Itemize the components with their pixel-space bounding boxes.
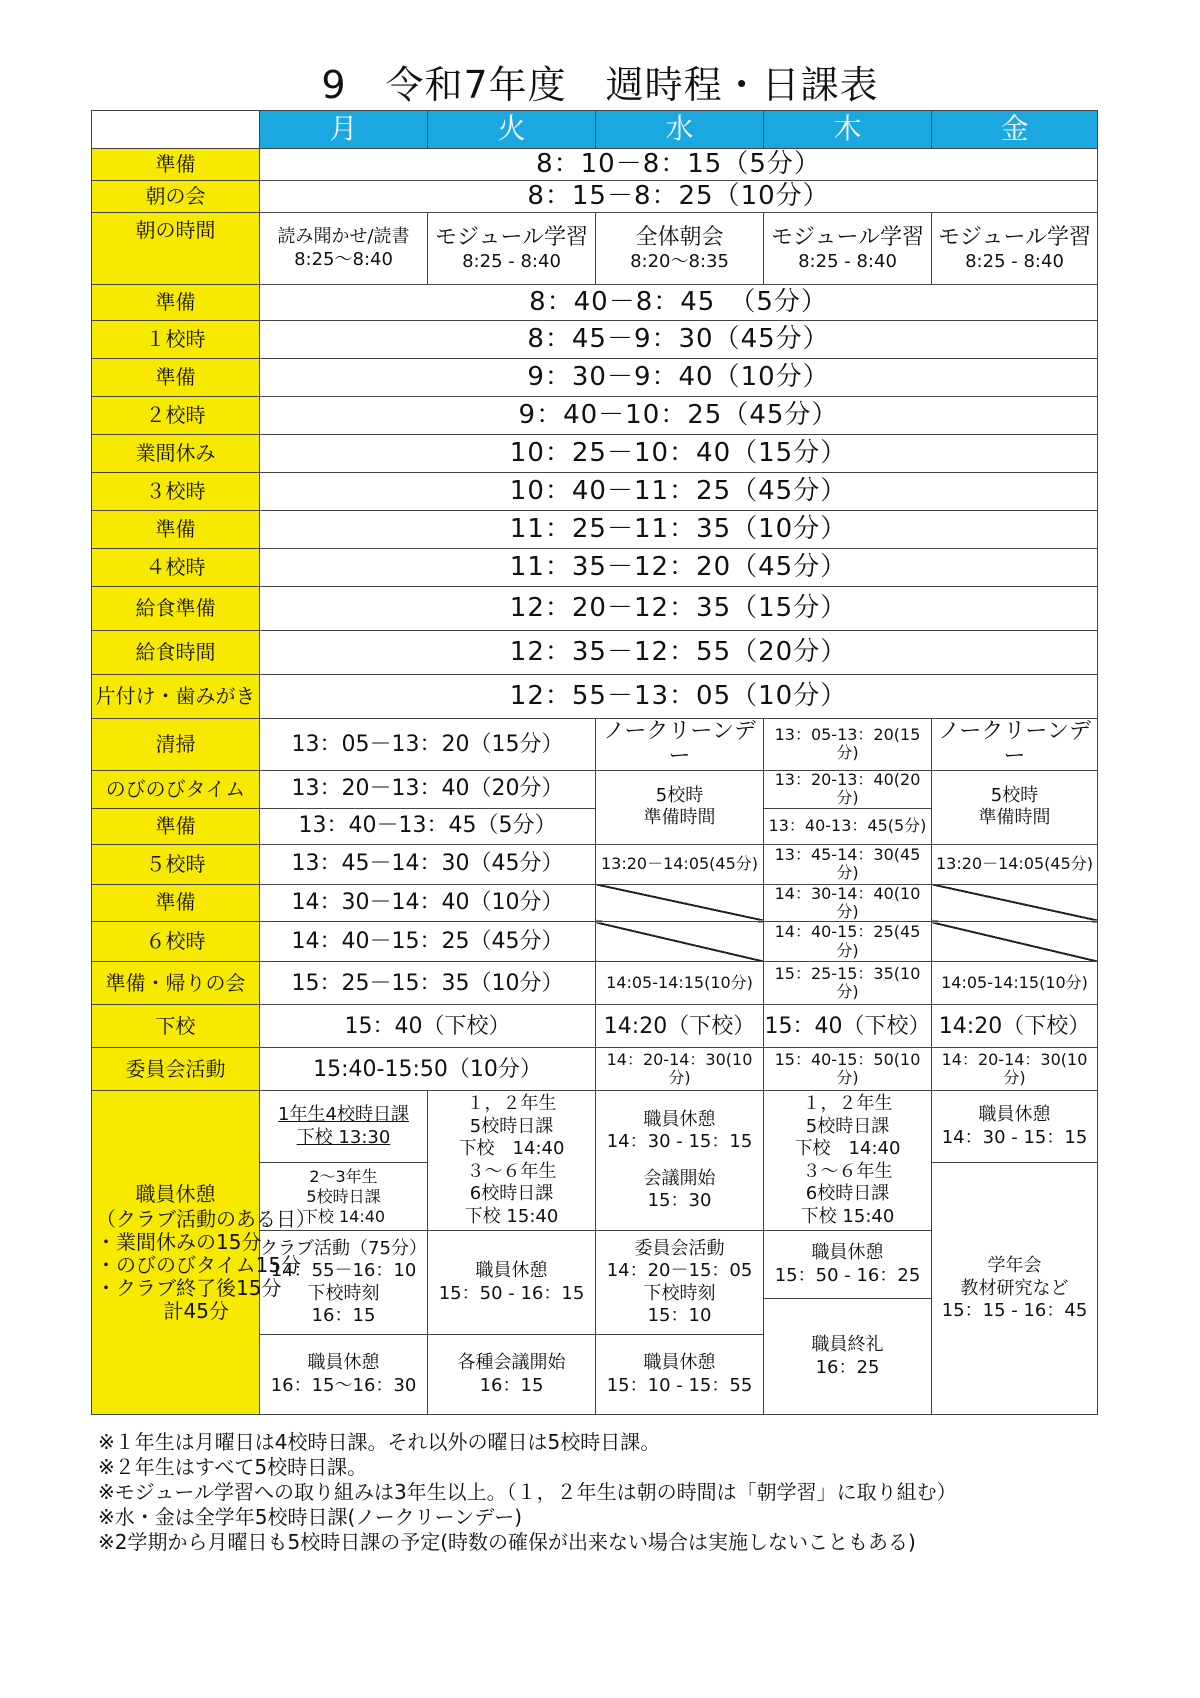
empty-slash-cell	[932, 884, 1098, 922]
time-cell: 10：25－10：40（15分）	[260, 435, 1098, 473]
row-label: ３校時	[92, 473, 260, 511]
staff-thu-3: 職員終礼 16：25	[764, 1299, 932, 1415]
time-cell: 全体朝会 8:20～8:35	[596, 213, 764, 285]
row-label: ４校時	[92, 549, 260, 587]
table-row	[92, 770, 1098, 808]
table-row	[92, 1005, 1098, 1048]
time-cell: 読み聞かせ/読書 8:25～8:40	[260, 213, 428, 285]
time-cell: 12：20－12：35（15分）	[260, 587, 1098, 631]
table-row	[92, 719, 1098, 771]
staff-tue-1: １，２年生 5校時日課 下校 14:40 ３～６年生 6校時日課 下校 15:40	[428, 1091, 596, 1231]
time-cell: 12：55－13：05（10分）	[260, 675, 1098, 719]
time-cell: 9：30－9：40（10分）	[260, 359, 1098, 397]
table-row	[92, 844, 1098, 884]
time-cell: モジュール学習 8:25 - 8:40	[764, 213, 932, 285]
table-row	[92, 181, 1098, 213]
time-cell: 14：40－15：25（45分）	[260, 922, 596, 962]
time-cell: ノークリーンデー	[932, 719, 1098, 771]
staff-fri-2: 学年会 教材研究など 15：15 - 16：45	[932, 1163, 1098, 1415]
staff-thu-2: 職員休憩 15：50 - 16：25	[764, 1231, 932, 1299]
day-wed: 水	[596, 111, 764, 149]
row-label: 準備	[92, 511, 260, 549]
note-line: ※２年生はすべて5校時日課。	[98, 1455, 368, 1479]
table-row	[92, 397, 1098, 435]
empty-slash-cell	[596, 884, 764, 922]
row-label: １校時	[92, 321, 260, 359]
row-label: 朝の会	[92, 181, 260, 213]
table-row	[92, 962, 1098, 1005]
time-cell: 13：45－14：30（45分）	[260, 844, 596, 884]
time-cell: 14：20-14：30(10分)	[932, 1048, 1098, 1091]
row-label: ６校時	[92, 922, 260, 962]
staff-mon-3: クラブ活動（75分） 14：55－16：10 下校時刻 16：15	[260, 1231, 428, 1335]
time-cell: モジュール学習 8:25 - 8:40	[932, 213, 1098, 285]
staff-fri-1: 職員休憩 14：30 - 15：15	[932, 1091, 1098, 1163]
header-corner	[92, 111, 260, 149]
time-cell: 15：40（下校）	[260, 1005, 596, 1048]
note-line: ※2学期から月曜日も5校時日課の予定(時数の確保が出来ない場合は実施しないこともある)	[98, 1530, 916, 1554]
time-cell: 13：45-14：30(45分)	[764, 844, 932, 884]
table-row	[92, 511, 1098, 549]
staff-row	[92, 1091, 1098, 1127]
table-row	[92, 884, 1098, 922]
table-row	[92, 213, 1098, 285]
time-cell: 13:20－14:05(45分)	[596, 844, 764, 884]
row-label: 準備	[92, 884, 260, 922]
time-cell: 13:20－14:05(45分)	[932, 844, 1098, 884]
table-row	[92, 435, 1098, 473]
time-cell: 12：35－12：55（20分）	[260, 631, 1098, 675]
time-cell: 13：20-13：40(20分)	[764, 770, 932, 808]
staff-mon-2: 2～3年生 5校時日課 下校 14:40	[260, 1163, 428, 1231]
row-label: 委員会活動	[92, 1048, 260, 1091]
empty-slash-cell	[596, 922, 764, 962]
row-label: 準備	[92, 808, 260, 844]
row-label: 準備・帰りの会	[92, 962, 260, 1005]
time-cell: 10：40－11：25（45分）	[260, 473, 1098, 511]
time-cell: 5校時 準備時間	[932, 770, 1098, 844]
time-cell: 14：20-14：30(10分)	[596, 1048, 764, 1091]
row-label: 朝の時間	[92, 213, 260, 285]
table-row	[92, 922, 1098, 962]
time-cell: 5校時 準備時間	[596, 770, 764, 844]
time-cell: 14：40-15：25(45分)	[764, 922, 932, 962]
day-thu: 木	[764, 111, 932, 149]
time-cell: 9：40－10：25（45分）	[260, 397, 1098, 435]
table-row	[92, 285, 1098, 321]
time-cell: 13：05-13：20(15分)	[764, 719, 932, 771]
time-cell: 11：35－12：20（45分）	[260, 549, 1098, 587]
time-cell: 8：45－9：30（45分）	[260, 321, 1098, 359]
row-label: 業間休み	[92, 435, 260, 473]
staff-wed-2: 委員会活動 14：20－15：05 下校時刻 15：10	[596, 1231, 764, 1335]
time-cell: 8：40－8：45 （5分）	[260, 285, 1098, 321]
note-line: ※モジュール学習への取り組みは3年生以上。（１，２年生は朝の時間は「朝学習」に取り組む）	[98, 1480, 957, 1504]
time-cell: 8：10－8：15（5分）	[260, 149, 1098, 181]
time-cell: 13：05－13：20（15分）	[260, 719, 596, 771]
table-row	[92, 675, 1098, 719]
day-fri: 金	[932, 111, 1098, 149]
schedule-table	[91, 110, 1098, 1415]
note-line: ※水・金は全学年5校時日課(ノークリーンデー)	[98, 1505, 523, 1529]
day-tue: 火	[428, 111, 596, 149]
time-cell: 14:05-14:15(10分)	[596, 962, 764, 1005]
time-cell: 15：40-15：50(10分)	[764, 1048, 932, 1091]
table-row	[92, 549, 1098, 587]
staff-wed-3: 職員休憩 15：10 - 15：55	[596, 1335, 764, 1415]
time-cell: 13：40-13：45(5分)	[764, 808, 932, 844]
staff-mon-4: 職員休憩 16：15～16：30	[260, 1335, 428, 1415]
table-row	[92, 359, 1098, 397]
day-mon: 月	[260, 111, 428, 149]
time-cell: モジュール学習 8:25 - 8:40	[428, 213, 596, 285]
table-row	[92, 473, 1098, 511]
time-cell: 14：30－14：40（10分）	[260, 884, 596, 922]
time-cell: 14:20（下校）	[596, 1005, 764, 1048]
row-label: 準備	[92, 359, 260, 397]
time-cell: 15:40-15:50（10分）	[260, 1048, 596, 1091]
staff-label: 職員休憩 （クラブ活動のある日） ・業間休みの15分 ・のびのびタイム15分 ・クラブ終了後15分 計45分	[92, 1091, 260, 1415]
empty-slash-cell	[932, 922, 1098, 962]
table-row	[92, 587, 1098, 631]
time-cell: ノークリーンデー	[596, 719, 764, 771]
table-row	[92, 631, 1098, 675]
note-line: ※１年生は月曜日は4校時日課。それ以外の曜日は5校時日課。	[98, 1430, 661, 1454]
row-label: 準備	[92, 149, 260, 181]
time-cell: 13：40－13：45（5分）	[260, 808, 596, 844]
row-label: 片付け・歯みがき	[92, 675, 260, 719]
table-row	[92, 1048, 1098, 1091]
table-row	[92, 149, 1098, 181]
time-cell: 14:05-14:15(10分)	[932, 962, 1098, 1005]
staff-thu-1: １，２年生 5校時日課 下校 14:40 ３～６年生 6校時日課 下校 15:40	[764, 1091, 932, 1231]
time-cell: 13：20－13：40（20分）	[260, 770, 596, 808]
time-cell: 15：25-15：35(10分)	[764, 962, 932, 1005]
header-row	[92, 111, 1098, 149]
row-label: のびのびタイム	[92, 770, 260, 808]
row-label: 給食時間	[92, 631, 260, 675]
time-cell: 14：30-14：40(10分)	[764, 884, 932, 922]
staff-mon-1: 1年生4校時日課 下校 13:30	[260, 1091, 428, 1163]
row-label: 清掃	[92, 719, 260, 771]
table-row	[92, 321, 1098, 359]
time-cell: 15：25－15：35（10分）	[260, 962, 596, 1005]
time-cell: 11：25－11：35（10分）	[260, 511, 1098, 549]
page-title: 9 令和7年度 週時程・日課表	[321, 63, 879, 107]
time-cell: 15：40（下校）	[764, 1005, 932, 1048]
row-label: ５校時	[92, 844, 260, 884]
row-label: 給食準備	[92, 587, 260, 631]
staff-wed-1: 職員休憩 14：30 - 15：15 会議開始 15：30	[596, 1091, 764, 1231]
row-label: ２校時	[92, 397, 260, 435]
staff-tue-2: 職員休憩 15：50 - 16：15	[428, 1231, 596, 1335]
row-label: 準備	[92, 285, 260, 321]
staff-tue-3: 各種会議開始 16：15	[428, 1335, 596, 1415]
time-cell: 8：15－8：25（10分）	[260, 181, 1098, 213]
row-label: 下校	[92, 1005, 260, 1048]
time-cell: 14:20（下校）	[932, 1005, 1098, 1048]
notes	[98, 1430, 1178, 1555]
